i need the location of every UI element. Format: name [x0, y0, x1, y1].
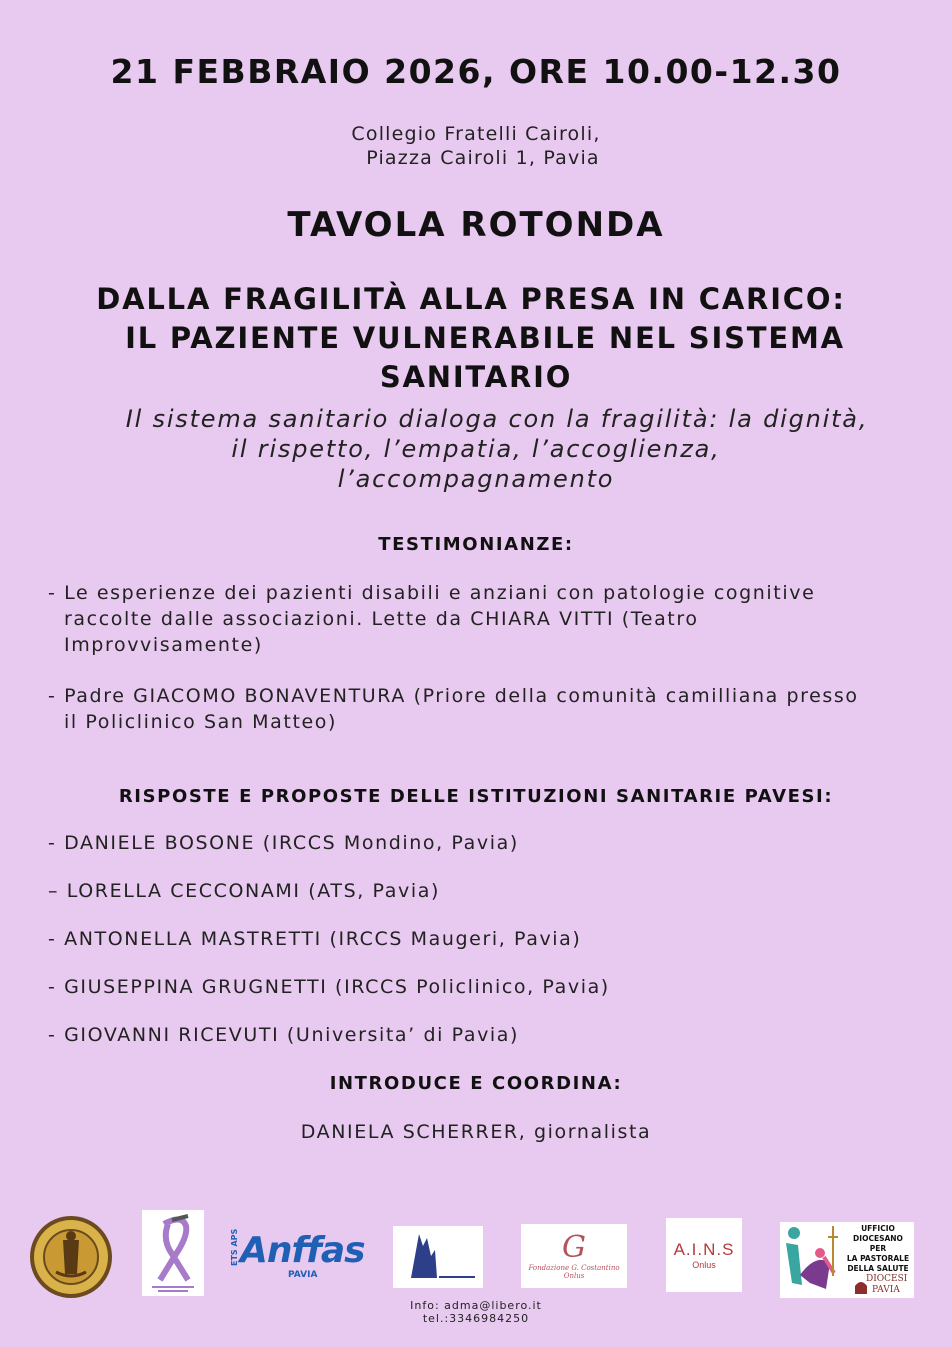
ains-sub: Onlus	[692, 1260, 716, 1270]
fondazione-name: Fondazione G. Costantino	[528, 1264, 620, 1272]
anffas-small-label: ETS APS	[230, 1228, 239, 1266]
venue-line-2: Piazza Cairoli 1, Pavia	[366, 147, 600, 169]
tagline-line-3: l’accompagnamento	[337, 465, 615, 493]
speaker-item: - GIOVANNI RICEVUTI (Universita’ di Pavia)	[48, 1024, 520, 1046]
ribbon-association-logo	[142, 1210, 204, 1296]
testimonianza-2-line-1: - Padre GIACOMO BONAVENTURA (Priore della comunità camilliana presso	[48, 685, 859, 707]
ains-name: A.I.N.S	[673, 1240, 735, 1259]
title-line-2: IL PAZIENTE VULNERABILE NEL SISTEMA	[125, 321, 845, 355]
event-type: TAVOLA ROTONDA	[287, 205, 665, 245]
tagline-line-2: il rispetto, l’empatia, l’accoglienza,	[231, 435, 721, 463]
seal-icon	[28, 1214, 114, 1300]
speaker-item: - ANTONELLA MASTRETTI (IRCCS Maugeri, Pavia)	[48, 928, 582, 950]
ufficio-line-2: DIOCESANO PER	[853, 1234, 903, 1253]
anffas-city: PAVIA	[288, 1270, 318, 1280]
tree-association-logo	[393, 1226, 483, 1288]
cross-icon	[828, 1226, 838, 1276]
diocesi-line-1: DIOCESI	[866, 1274, 908, 1284]
testimonianza-1-line-1: - Le esperienze dei pazienti disabili e anziani con patologie cognitive	[48, 582, 816, 604]
fondazione-sub: Onlus	[563, 1272, 585, 1280]
ufficio-line-1: UFFICIO	[861, 1224, 895, 1233]
diocesi-line-2: PAVIA	[872, 1285, 900, 1295]
event-date-time: 21 FEBBRAIO 2026, ORE 10.00-12.30	[110, 52, 842, 91]
venue-address	[0, 122, 952, 170]
ribbon-icon	[142, 1210, 204, 1296]
ufficio-diocesano-logo	[780, 1222, 914, 1298]
diocesi-text	[866, 1274, 907, 1296]
footer-tel: tel.:3346984250	[422, 1312, 530, 1325]
event-title	[0, 280, 952, 397]
coordinator-heading: INTRODUCE E COORDINA:	[329, 1073, 623, 1094]
ufficio-text	[844, 1224, 912, 1274]
title-line-3: SANITARIO	[379, 360, 573, 394]
testimonianza-1-line-2: raccolte dalle associazioni. Lette da CHIARA VITTI (Teatro	[64, 608, 699, 630]
collegio-seal-logo	[28, 1214, 114, 1300]
tagline-line-1: Il sistema sanitario dialoga con la fragilità: la dignità,	[125, 405, 869, 433]
footer-contact	[0, 1299, 952, 1325]
speaker-item: - DANIELE BOSONE (IRCCS Mondino, Pavia)	[48, 832, 519, 854]
ufficio-line-3: LA PASTORALE	[846, 1254, 910, 1263]
fondazione-logo	[521, 1224, 627, 1288]
testimonianze-heading: TESTIMONIANZE:	[378, 534, 574, 555]
testimonianza-2-line-2: il Policlinico San Matteo)	[64, 711, 338, 733]
testimonianza-item-1	[48, 580, 928, 658]
testimonianza-item-2	[48, 683, 928, 735]
testimonianza-1-line-3: Improvvisamente)	[64, 634, 263, 656]
fondazione-monogram-icon: G	[562, 1230, 586, 1265]
ains-logo	[666, 1218, 742, 1292]
anffas-logo	[230, 1228, 366, 1284]
title-line-1: DALLA FRAGILITÀ ALLA PRESA IN CARICO:	[96, 282, 846, 316]
speaker-item: – LORELLA CECCONAMI (ATS, Pavia)	[48, 880, 440, 902]
ufficio-line-4: DELLA SALUTE	[847, 1264, 909, 1273]
event-tagline	[0, 404, 952, 494]
anffas-name: Anffas	[240, 1230, 365, 1271]
venue-line-1: Collegio Fratelli Cairoli,	[351, 123, 601, 145]
coordinator-name: DANIELA SCHERRER, giornalista	[300, 1121, 652, 1143]
footer-info: Info: adma@libero.it	[410, 1299, 542, 1312]
risposte-heading: RISPOSTE E PROPOSTE DELLE ISTITUZIONI SANITARIE PAVESI:	[118, 786, 834, 807]
speaker-item: - GIUSEPPINA GRUGNETTI (IRCCS Policlinico, Pavia)	[48, 976, 610, 998]
tree-icon	[393, 1226, 483, 1288]
